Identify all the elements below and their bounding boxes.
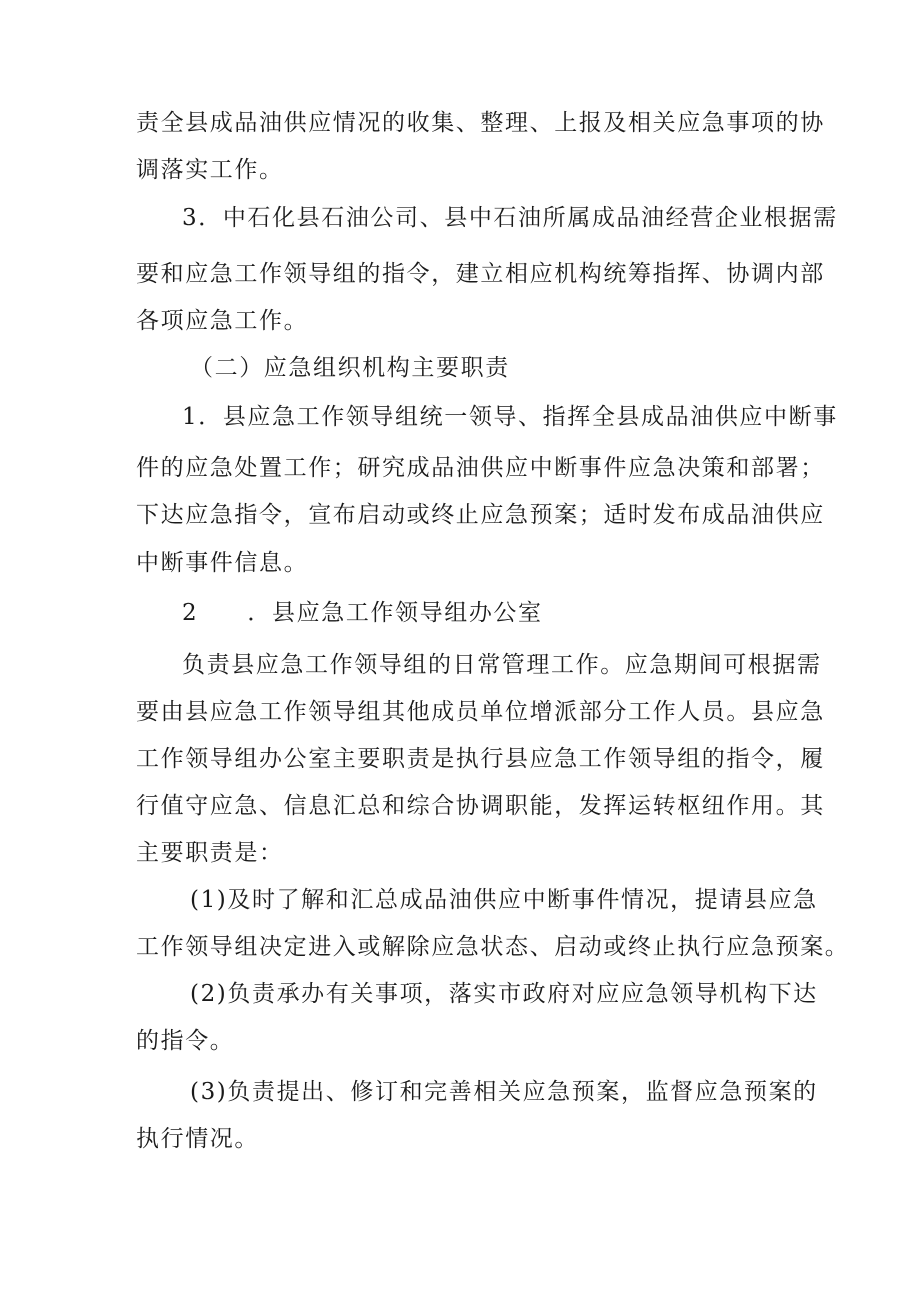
text-line: 下达应急指令，宣布启动或终止应急预案；适时发布成品油供应 [136, 502, 825, 528]
list-item: (1)及时了解和汇总成品油供应中断事件情况，提请县应急 [190, 887, 818, 913]
text-line: 调落实工作。 [136, 157, 284, 183]
text-line: 主要职责是： [136, 840, 284, 866]
text-line: 执行情况。 [136, 1126, 259, 1152]
text-line: 要和应急工作领导组的指令，建立相应机构统筹指挥、协调内部 [136, 261, 825, 287]
text-line: 工作领导组办公室主要职责是执行县应急工作领导组的指令，履 [136, 746, 825, 772]
list-item: (2)负责承办有关事项，落实市政府对应应急领导机构下达 [190, 981, 818, 1007]
text-line: 工作领导组决定进入或解除应急状态、启动或终止执行应急预案。 [136, 934, 850, 960]
text-line: 件的应急处置工作；研究成品油供应中断事件应急决策和部署； [136, 455, 825, 481]
text-line: 负责县应急工作领导组的日常管理工作。应急期间可根据需 [182, 652, 822, 678]
text-line: 要由县应急工作领导组其他成员单位增派部分工作人员。县应急 [136, 699, 825, 725]
text-line: 各项应急工作。 [136, 308, 309, 334]
subsection-heading: 2 ．县应急工作领导组办公室 [182, 600, 543, 626]
text-line: 1．县应急工作领导组统一领导、指挥全县成品油供应中断事 [182, 404, 838, 430]
text-line: 的指令。 [136, 1028, 235, 1054]
text-line: 3．中石化县石油公司、县中石油所属成品油经营企业根据需 [182, 205, 838, 231]
section-heading: （二）应急组织机构主要职责 [190, 355, 510, 381]
text-line: 责全县成品油供应情况的收集、整理、上报及相关应急事项的协 [136, 110, 825, 136]
list-item: (3)负责提出、修订和完善相关应急预案，监督应急预案的 [190, 1079, 818, 1105]
text-line: 行值守应急、信息汇总和综合协调职能，发挥运转枢纽作用。其 [136, 793, 825, 819]
text-line: 中断事件信息。 [136, 550, 309, 576]
